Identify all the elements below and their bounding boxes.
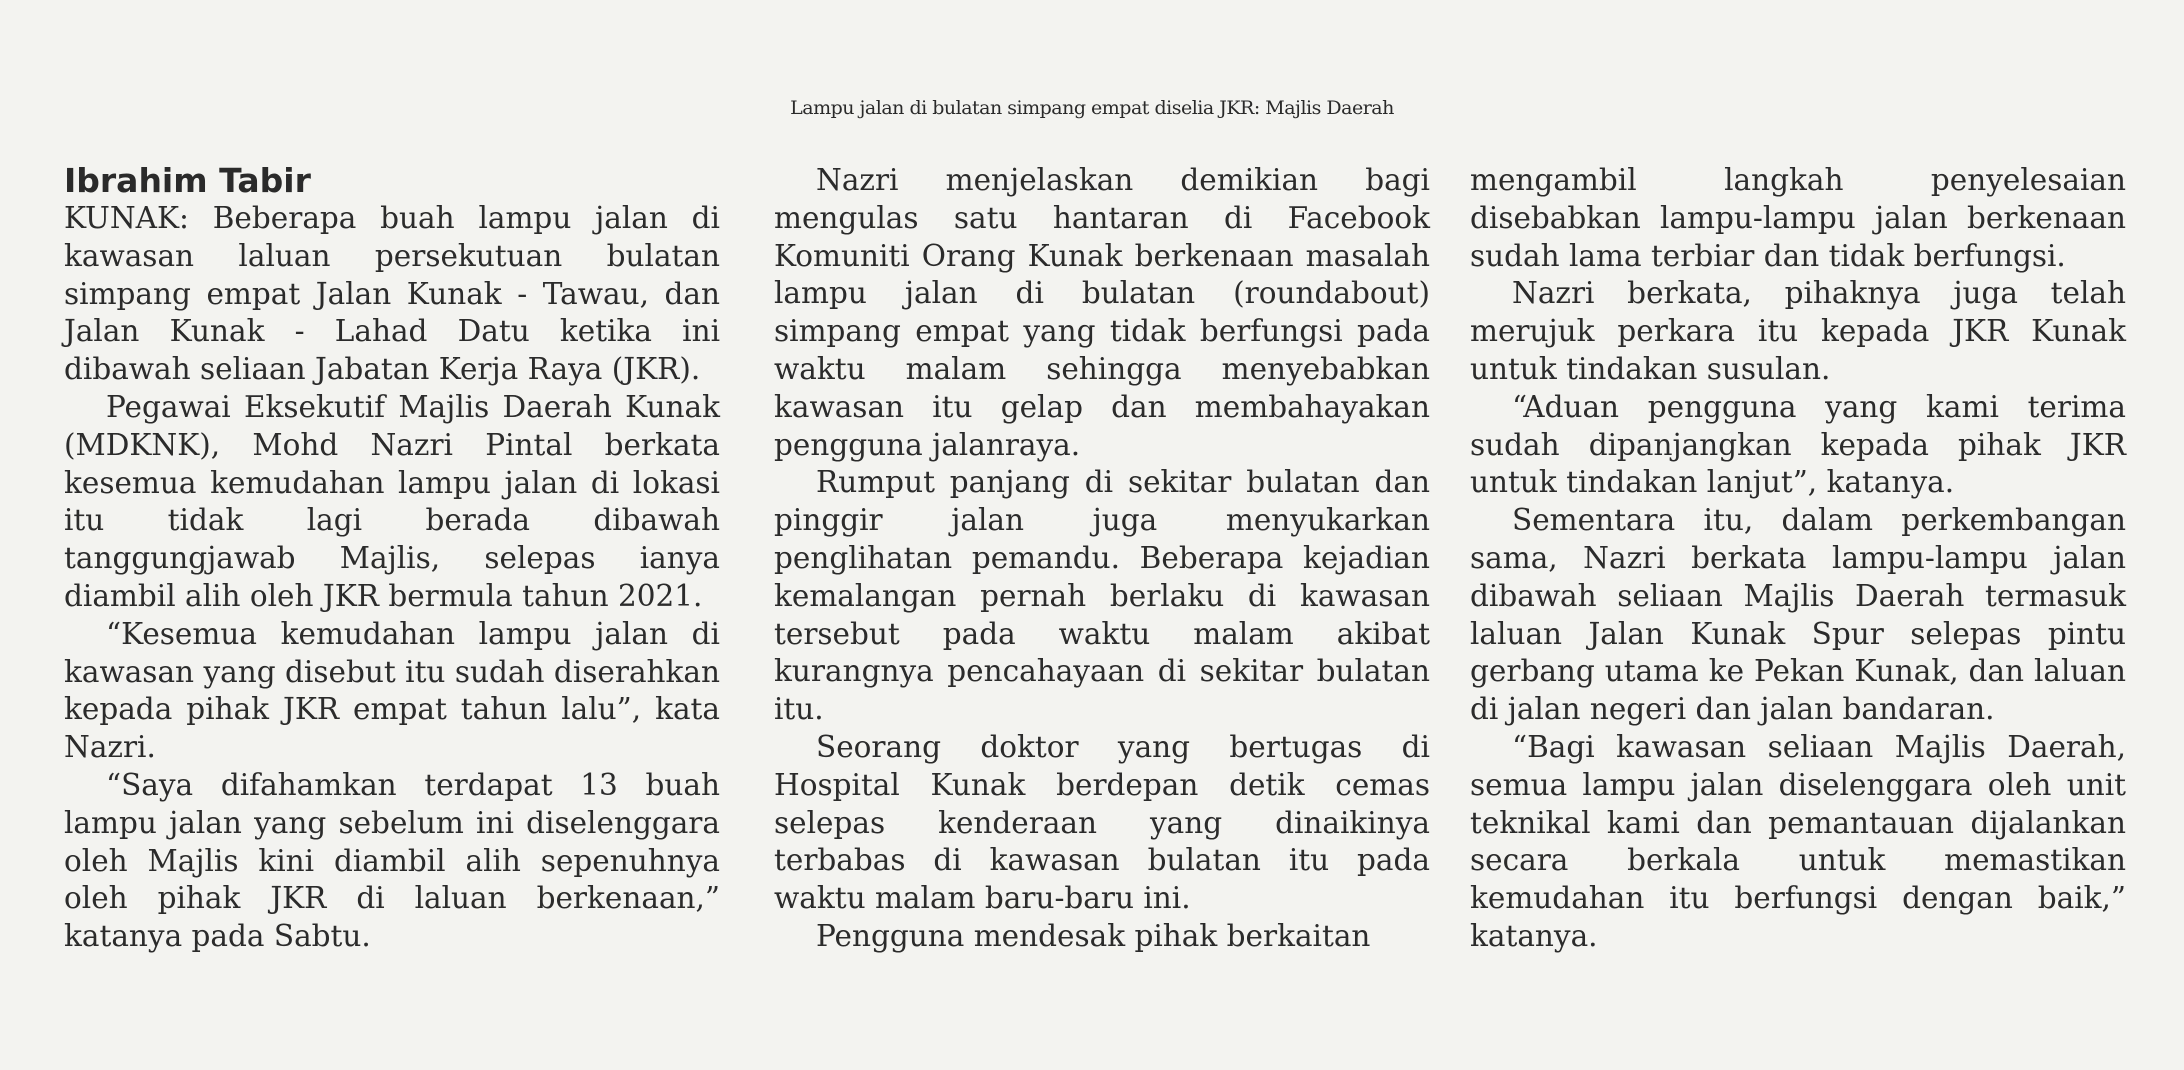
article-headline: Lampu jalan di bulatan simpang empat diselia JKR: Majlis Daerah xyxy=(790,97,1394,119)
article-paragraph: Nazri berkata, pihaknya juga telah merujuk perkara itu kepada JKR Kunak untuk tindakan susulan. xyxy=(1470,276,2126,386)
article-paragraph: Pegawai Eksekutif Majlis Daerah Kunak (MDKNK), Mohd Nazri Pintal berkata kesemua kemudahan lampu jalan di lokasi itu tidak lagi berada dibawah tanggungjawab Majlis, selepas ianya diambil alih oleh JKR bermula tahun 2021. xyxy=(64,389,720,613)
article-paragraph: Seorang doktor yang bertugas di Hospital Kunak berdepan detik cemas selepas kenderaan yang dinaikinya terbabas di kawasan bulatan itu pada waktu malam baru-baru ini. xyxy=(774,729,1430,916)
article-paragraph: “Saya difahamkan terdapat 13 buah lampu jalan yang sebelum ini diselenggara oleh Majlis kini diambil alih sepenuhnya oleh pihak JKR di laluan berkenaan,” katanya pada Sabtu. xyxy=(64,767,720,954)
article-paragraph: Pengguna mendesak pihak berkaitan xyxy=(816,918,1371,953)
article-paragraph: “Aduan pengguna yang kami terima sudah dipanjangkan kepada pihak JKR untuk tindakan lanjut”, katanya. xyxy=(1470,389,2126,500)
article-column-1 xyxy=(64,162,720,956)
article-byline: Ibrahim Tabir xyxy=(64,161,311,200)
article-column-3 xyxy=(1470,162,2126,956)
article-paragraph: mengambil langkah penyelesaian disebabkan lampu-lampu jalan berkenaan sudah lama terbiar dan tidak berfungsi. xyxy=(1470,163,2126,273)
article-paragraph: “Kesemua kemudahan lampu jalan di kawasan yang disebut itu sudah diserahkan kepada pihak JKR empat tahun lalu”, kata Nazri. xyxy=(64,616,720,765)
article-column-2 xyxy=(774,162,1430,956)
article-paragraph: Sementara itu, dalam perkembangan sama, Nazri berkata lampu-lampu jalan dibawah seliaan Majlis Daerah termasuk laluan Jalan Kunak Spur selepas pintu gerbang utama ke Pekan Kunak, dan laluan di jalan negeri dan jalan bandaran. xyxy=(1470,503,2126,727)
article-paragraph: KUNAK: Beberapa buah lampu jalan di kawasan laluan persekutuan bulatan simpang empat Jalan Kunak - Tawau, dan Jalan Kunak - Lahad Datu ketika ini dibawah seliaan Jabatan Kerja Raya (JKR). xyxy=(64,201,720,387)
article-paragraph: Rumput panjang di sekitar bulatan dan pinggir jalan juga menyukarkan penglihatan pemandu. Beberapa kejadian kemalangan pernah berlaku di kawasan tersebut pada waktu malam akibat kurangnya pencahayaan di sekitar bulatan itu. xyxy=(774,465,1430,727)
article-paragraph: Nazri menjelaskan demikian bagi mengulas satu hantaran di Facebook Komuniti Orang Kunak berkenaan masalah lampu jalan di bulatan (roundabout) simpang empat yang tidak berfungsi pada waktu malam sehingga menyebabkan kawasan itu gelap dan membahayakan pengguna jalanraya. xyxy=(774,163,1430,462)
article-paragraph: “Bagi kawasan seliaan Majlis Daerah, semua lampu jalan diselenggara oleh unit teknikal kami dan pemantauan dijalankan secara berkala untuk memastikan kemudahan itu berfungsi dengan baik,” katanya. xyxy=(1470,729,2126,953)
